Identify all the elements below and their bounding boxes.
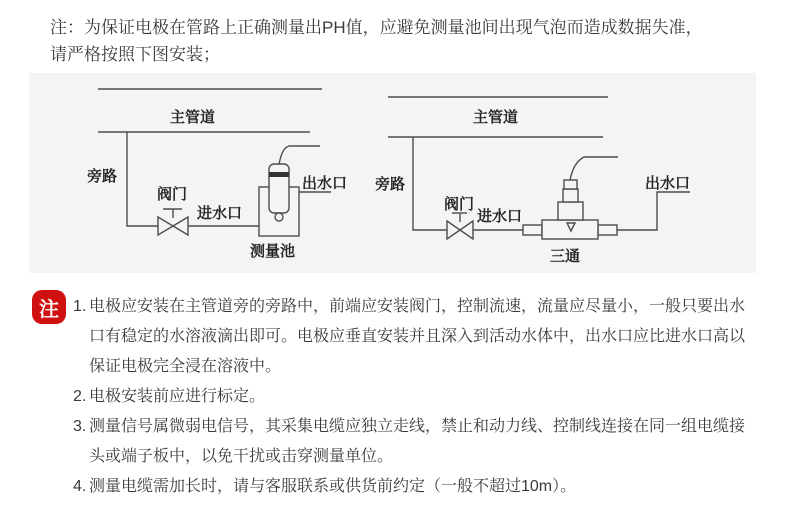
left-inlet-label: 进水口 — [197, 206, 243, 222]
right-outlet-label: 出水口 — [645, 176, 691, 192]
right-main-pipe-label: 主管道 — [473, 110, 519, 126]
instruction-list — [73, 292, 751, 502]
list-item — [73, 412, 751, 472]
left-bypass-label: 旁路 — [87, 169, 118, 185]
left-outlet-label: 出水口 — [302, 176, 348, 192]
item-number: 3. — [73, 418, 87, 435]
piping-diagram-right — [388, 97, 690, 239]
item-number: 4. — [73, 478, 87, 495]
note-badge: 注 — [32, 290, 66, 324]
right-inlet-label: 进水口 — [477, 209, 523, 225]
item-text: 电极应安装在主管道旁的旁路中，前端应安装阀门，控制流速，流量应尽量小，一般只要出水口有稳定的水溶液滴出即可。电极应垂直安装并且深入到活动水体中，出水口应比进水口高以保证电极完全浸在溶液中。 — [89, 298, 746, 375]
item-number: 1. — [73, 298, 87, 315]
item-text: 测量信号属微弱电信号，其采集电缆应独立走线，禁止和动力线、控制线连接在同一组电缆接头或端子板中，以免干扰或击穿测量单位。 — [89, 418, 746, 465]
piping-diagram-canvas — [29, 73, 756, 273]
left-pool-caption: 测量池 — [250, 244, 296, 260]
list-item — [73, 472, 751, 502]
list-item — [73, 382, 751, 412]
item-text: 电极安装前应进行标定。 — [89, 388, 266, 405]
diagram-panel — [29, 73, 756, 273]
left-main-pipe-label: 主管道 — [170, 110, 216, 126]
top-note-text: 注：为保证电极在管路上正确测量出PH值，应避免测量池间出现气泡而造成数据失准，请严格按照下图安装； — [50, 18, 703, 64]
right-bypass-label: 旁路 — [375, 177, 406, 193]
right-tee-caption: 三通 — [550, 249, 581, 265]
left-valve-label: 阀门 — [157, 187, 188, 203]
right-valve-label: 阀门 — [444, 197, 475, 213]
list-item — [73, 292, 751, 382]
item-text: 测量电缆需加长时，请与客服联系或供货前约定（一般不超过10m）。 — [89, 478, 577, 495]
item-number: 2. — [73, 388, 87, 405]
